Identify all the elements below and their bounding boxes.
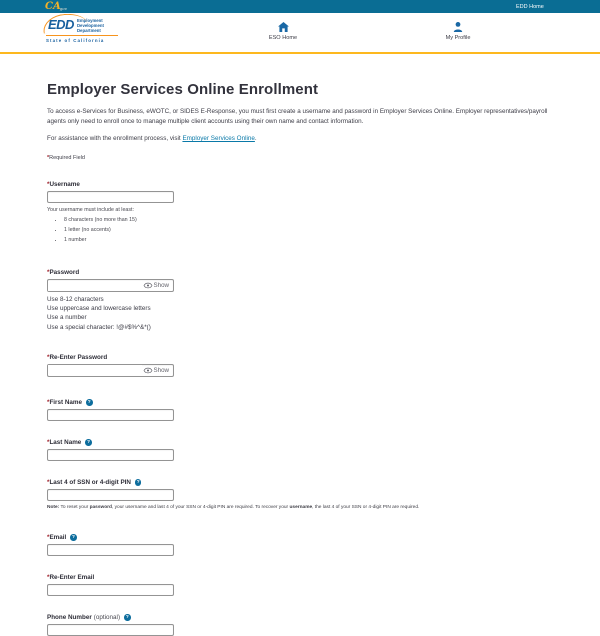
ssn-pin-input[interactable] — [47, 489, 174, 501]
phone-label: Phone Number (optional) ? — [47, 613, 129, 621]
phone-input[interactable] — [47, 624, 174, 636]
page-title: Employer Services Online Enrollment — [47, 81, 319, 98]
password-rule: Use a number — [47, 314, 87, 322]
nav-my-profile-label: My Profile — [445, 35, 471, 41]
last-name-input[interactable] — [47, 449, 174, 461]
reenter-email-input[interactable] — [47, 584, 174, 596]
ca-gov-logo-gov: gov — [59, 6, 67, 11]
field-phone — [47, 614, 553, 636]
edd-logo[interactable] — [46, 18, 118, 43]
reenter-password-show-button[interactable]: Show — [142, 367, 173, 374]
reenter-password-input-group — [47, 364, 174, 377]
field-username — [47, 181, 553, 243]
employer-services-online-link[interactable]: Employer Services Online — [182, 135, 255, 142]
edd-home-link[interactable]: EDD Home — [516, 3, 544, 10]
assistance-line: For assistance with the enrollment process, visit Employer Services Online. — [47, 135, 257, 142]
username-requirements — [64, 217, 553, 243]
password-rule: Use a special character: !@#$%^&*() — [47, 323, 151, 331]
ca-gov-logo[interactable] — [45, 0, 67, 13]
field-reenter-password — [47, 354, 553, 377]
edd-logo-text: EDD — [48, 17, 74, 32]
email-input[interactable] — [47, 544, 174, 556]
first-name-help-icon[interactable]: ? — [87, 399, 91, 405]
password-rule: Use uppercase and lowercase letters — [47, 305, 151, 313]
email-help-icon[interactable]: ? — [72, 534, 75, 540]
edd-logo-department-lines: Employment Development Department — [76, 18, 104, 33]
reenter-password-label: * Re-Enter Password — [47, 353, 108, 361]
nav-my-profile[interactable] — [423, 22, 493, 41]
first-name-input[interactable] — [47, 409, 174, 421]
first-name-label: * First Name ? — [47, 398, 91, 406]
email-label: * Email ? — [47, 533, 75, 541]
field-reenter-email — [47, 574, 553, 596]
topbar — [0, 0, 600, 13]
field-password — [47, 269, 553, 332]
required-field-note: *Required Field — [47, 155, 85, 161]
edd-logo-state: State of California — [46, 35, 118, 43]
ssn-pin-label: * Last 4 of SSN or 4-digit PIN ? — [47, 478, 140, 486]
nav-eso-home[interactable] — [248, 22, 318, 41]
password-rule: Use 8-12 characters — [47, 296, 104, 303]
field-email — [47, 534, 553, 556]
password-label: * Password — [47, 269, 80, 276]
username-req-item: • 8 characters (no more than 15) — [64, 217, 553, 223]
eye-icon — [144, 368, 152, 373]
last-name-help-icon[interactable]: ? — [87, 439, 91, 445]
phone-help-icon[interactable]: ? — [125, 614, 129, 620]
reenter-email-label: * Re-Enter Email — [47, 573, 95, 581]
username-label: * Username — [47, 181, 80, 188]
reenter-password-input[interactable] — [48, 365, 142, 375]
eye-icon — [144, 283, 152, 288]
password-rules — [47, 295, 553, 332]
ssn-pin-note: Note: To reset your password, your username and last 4 of your SSN or 4-digit PIN are required. To recover your username, the last 4 of your SSN or 4-digit PIN are required. — [47, 504, 420, 510]
username-req-item: • 1 letter (no accents) — [64, 227, 553, 233]
field-first-name — [47, 399, 553, 421]
home-icon — [278, 22, 289, 32]
password-show-button[interactable]: Show — [142, 282, 173, 289]
ca-gov-logo-ca: CA — [45, 0, 61, 12]
last-name-label: * Last Name ? — [47, 438, 91, 446]
username-req-item: • 1 number — [64, 237, 553, 243]
field-last-name — [47, 439, 553, 461]
field-ssn-pin — [47, 479, 553, 511]
username-hint-title: Your username must include at least: — [47, 207, 134, 213]
nav-eso-home-label: ESO Home — [268, 35, 298, 41]
password-input[interactable] — [48, 281, 142, 291]
header — [0, 13, 600, 54]
person-icon — [453, 22, 463, 32]
ssn-pin-help-icon[interactable]: ? — [136, 479, 140, 485]
username-input[interactable] — [47, 191, 174, 203]
intro-paragraph: To access e-Services for Business, eWOTC, or SIDES E-Response, you must first create a username and password in Employer Services Online. Employer representatives/payroll agents only need to enroll once to manage multiple client accounts using their own name and contact information. — [47, 108, 548, 125]
main-content — [0, 54, 600, 636]
password-input-group — [47, 279, 174, 292]
